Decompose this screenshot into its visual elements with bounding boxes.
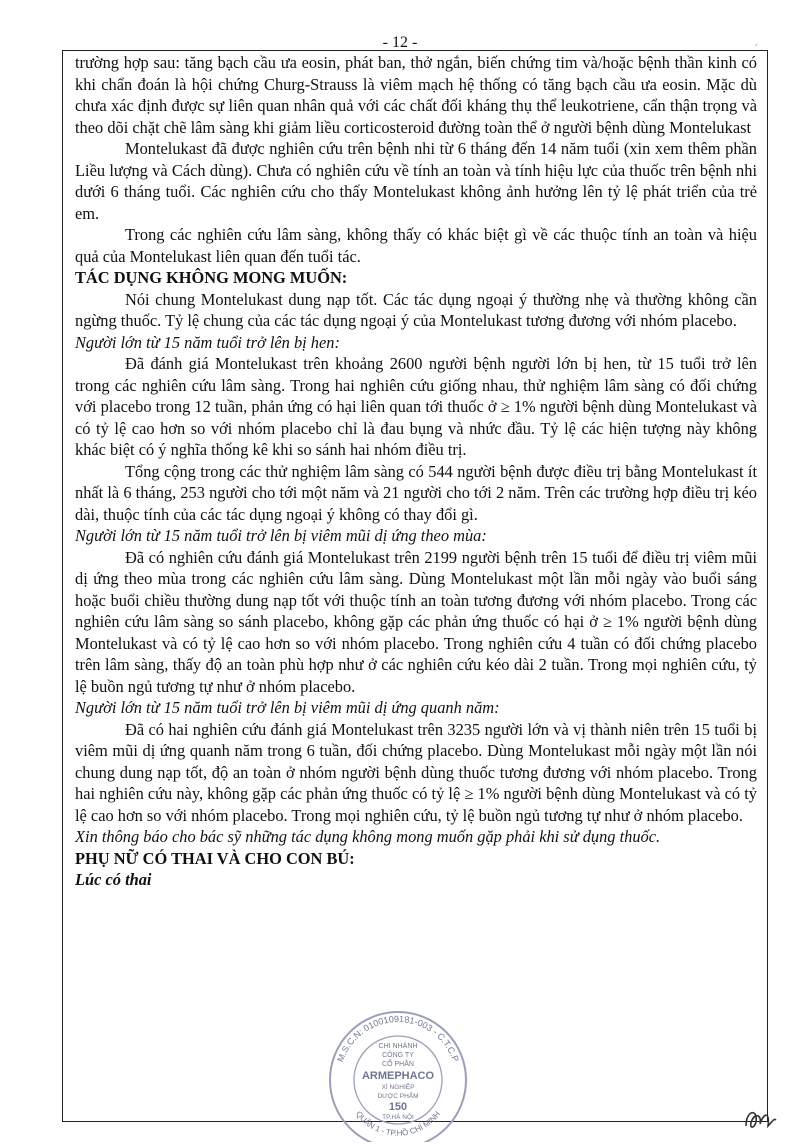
svg-text:CÔNG TY: CÔNG TY [382, 1052, 414, 1059]
svg-text:150: 150 [388, 1101, 408, 1113]
svg-text:XÍ NGHIỆP: XÍ NGHIỆP [381, 1084, 415, 1091]
heading-pregnancy: PHỤ NỮ CÓ THAI VÀ CHO CON BÚ: [75, 848, 355, 868]
paragraph-tolerance: Nói chung Montelukast dung nạp tốt. Các tác dụng ngoại ý thường nhẹ và thường không cần ngừng thuốc. Tỷ lệ chung của các tác dụng ngoại ý của Montelukast tương đương với nhóm placebo. [75, 289, 757, 330]
svg-text:CỔ PHẦN: CỔ PHẦN [382, 1061, 414, 1068]
paragraph-seasonal-rhinitis: Đã có nghiên cứu đánh giá Montelukast trên 2199 người bệnh trên 15 tuổi để điều trị viêm mũi dị ứng theo mùa trong các nghiên cứu lâm sàng. Dùng Montelukast một lần mỗi ngày vào buổi sáng hoặc buổi chiều thường dung nạp tốt với thuộc tính an toàn tương đương với nhóm placebo. Trong các nghiên cứu lâm sàng so sánh placebo, không gặp các phản ứng thuốc có hại ở ≥ 1% người bệnh dùng Montelukast và có tỷ lệ cao hơn so với nhóm placebo. Trong nghiên cứu 4 tuần có đối chứng placebo trên lâm sàng, thấy độ an toàn phù hợp như ở các nghiên cứu kéo dài 2 tuần. Trong mọi nghiên cứu, tỷ lệ buồn ngủ tương tự như ở nhóm placebo. [75, 547, 757, 696]
svg-text:TP.HÀ NỘI: TP.HÀ NỘI [382, 1114, 414, 1121]
svg-text:QUẬN 1 - TP.HỒ CHÍ MINH: QUẬN 1 - TP.HỒ CHÍ MINH [353, 1109, 443, 1138]
page-number: - 12 - [382, 34, 418, 51]
heading-adverse-effects: TÁC DỤNG KHÔNG MONG MUỐN: [75, 268, 348, 287]
company-stamp [318, 1002, 478, 1142]
svg-text:ARMEPHACO: ARMEPHACO [361, 1070, 435, 1082]
paragraph-age: Trong các nghiên cứu lâm sàng, không thấy có khác biệt gì về các thuộc tính an toàn và hiệu quả của Montelukast liên quan đến tuổi tác. [75, 225, 757, 266]
signature-mark [740, 1098, 780, 1138]
notice-report-adverse: Xin thông báo cho bác sỹ những tác dụng không mong muốn gặp phải khi sử dụng thuốc. [75, 827, 661, 846]
paragraph-perennial-rhinitis: Đã có hai nghiên cứu đánh giá Montelukast trên 3235 người lớn và vị thành niên trên 15 tuổi bị viêm mũi dị ứng quanh năm trong 6 tuần, đối chứng placebo. Dùng Montelukast mỗi ngày một lần nói chung dung nạp tốt, độ an toàn ở nhóm người bệnh dùng thuốc tương đương với nhóm placebo. Trong hai nghiên cứu này, không gặp các phản ứng thuốc có tỷ lệ ≥ 1% người bệnh dùng Montelukast và có tỷ lệ cao hơn so với nhóm placebo. Trong mọi nghiên cứu, tỷ lệ buồn ngủ tương tự như ở nhóm placebo. [75, 719, 757, 825]
svg-text:CHI NHÁNH: CHI NHÁNH [378, 1043, 418, 1050]
subheading-pregnancy: Lúc có thai [75, 870, 152, 889]
corner-mark: ´ [754, 44, 758, 55]
document-body [75, 52, 757, 891]
paragraph-long-term: Tổng cộng trong các thử nghiệm lâm sàng có 544 người bệnh được điều trị bằng Montelukast ít nhất là 6 tháng, 253 người cho tới một năm và 21 người cho tới 2 năm. Trên các trường hợp điều trị kéo dài, thuộc tính của các tác dụng ngoại ý không có thay đổi gì. [75, 461, 757, 524]
svg-text:DƯỢC PHẨM: DƯỢC PHẨM [377, 1093, 419, 1100]
subheading-asthma: Người lớn từ 15 năm tuổi trở lên bị hen: [75, 332, 340, 352]
subheading-seasonal-rhinitis: Người lớn từ 15 năm tuổi trở lên bị viêm mũi dị ứng theo mùa: [75, 526, 487, 545]
paragraph-asthma-studies: Đã đánh giá Montelukast trên khoảng 2600 người bệnh người lớn bị hen, từ 15 tuổi trở lên trong các nghiên cứu lâm sàng. Trong hai nghiên cứu giống nhau, thử nghiệm lâm sàng có đối chứng với placebo trong 12 tuần, phản ứng có hại liên quan tới thuốc ở ≥ 1% người bệnh dùng Montelukast và có tỷ lệ cao hơn so với nhóm placebo chỉ là đau bụng và nhức đầu. Tỷ lệ các hiện tượng này không khác biệt có ý nghĩa thống kê khi so sánh hai nhóm điều trị. [75, 354, 757, 459]
svg-text:M.S.C.N: 0100109181-003 - C.T.: M.S.C.N: 0100109181-003 - C.T.C.P [335, 1013, 461, 1064]
subheading-perennial-rhinitis: Người lớn từ 15 năm tuổi trở lên bị viêm mũi dị ứng quanh năm: [75, 698, 500, 717]
paragraph-pediatric: Montelukast đã được nghiên cứu trên bệnh nhi từ 6 tháng đến 14 năm tuổi (xin xem thêm phần Liều lượng và Cách dùng). Chưa có nghiên cứu về tính an toàn và tính hiệu lực của thuốc trên bệnh nhi dưới 6 tháng tuổi. Các nghiên cứu cho thấy Montelukast không ảnh hưởng lên tỷ lệ phát triển của trẻ em. [75, 139, 757, 223]
paragraph-churg-strauss: trường hợp sau: tăng bạch cầu ưa eosin, phát ban, thở ngắn, biến chứng tim và/hoặc bệnh thần kinh có khi chẩn đoán là hội chứng Churg-Strauss là viêm mạch hệ thống có tăng bạch cầu ưa eosin. Mặc dù chưa xác định được sự liên quan nhân quả với các chất đối kháng thụ thể leukotriene, cẩn thận trọng và theo dõi chặt chẽ lâm sàng khi giảm liều corticosteroid đường toàn thể ở người bệnh dùng Montelukast [75, 53, 757, 137]
